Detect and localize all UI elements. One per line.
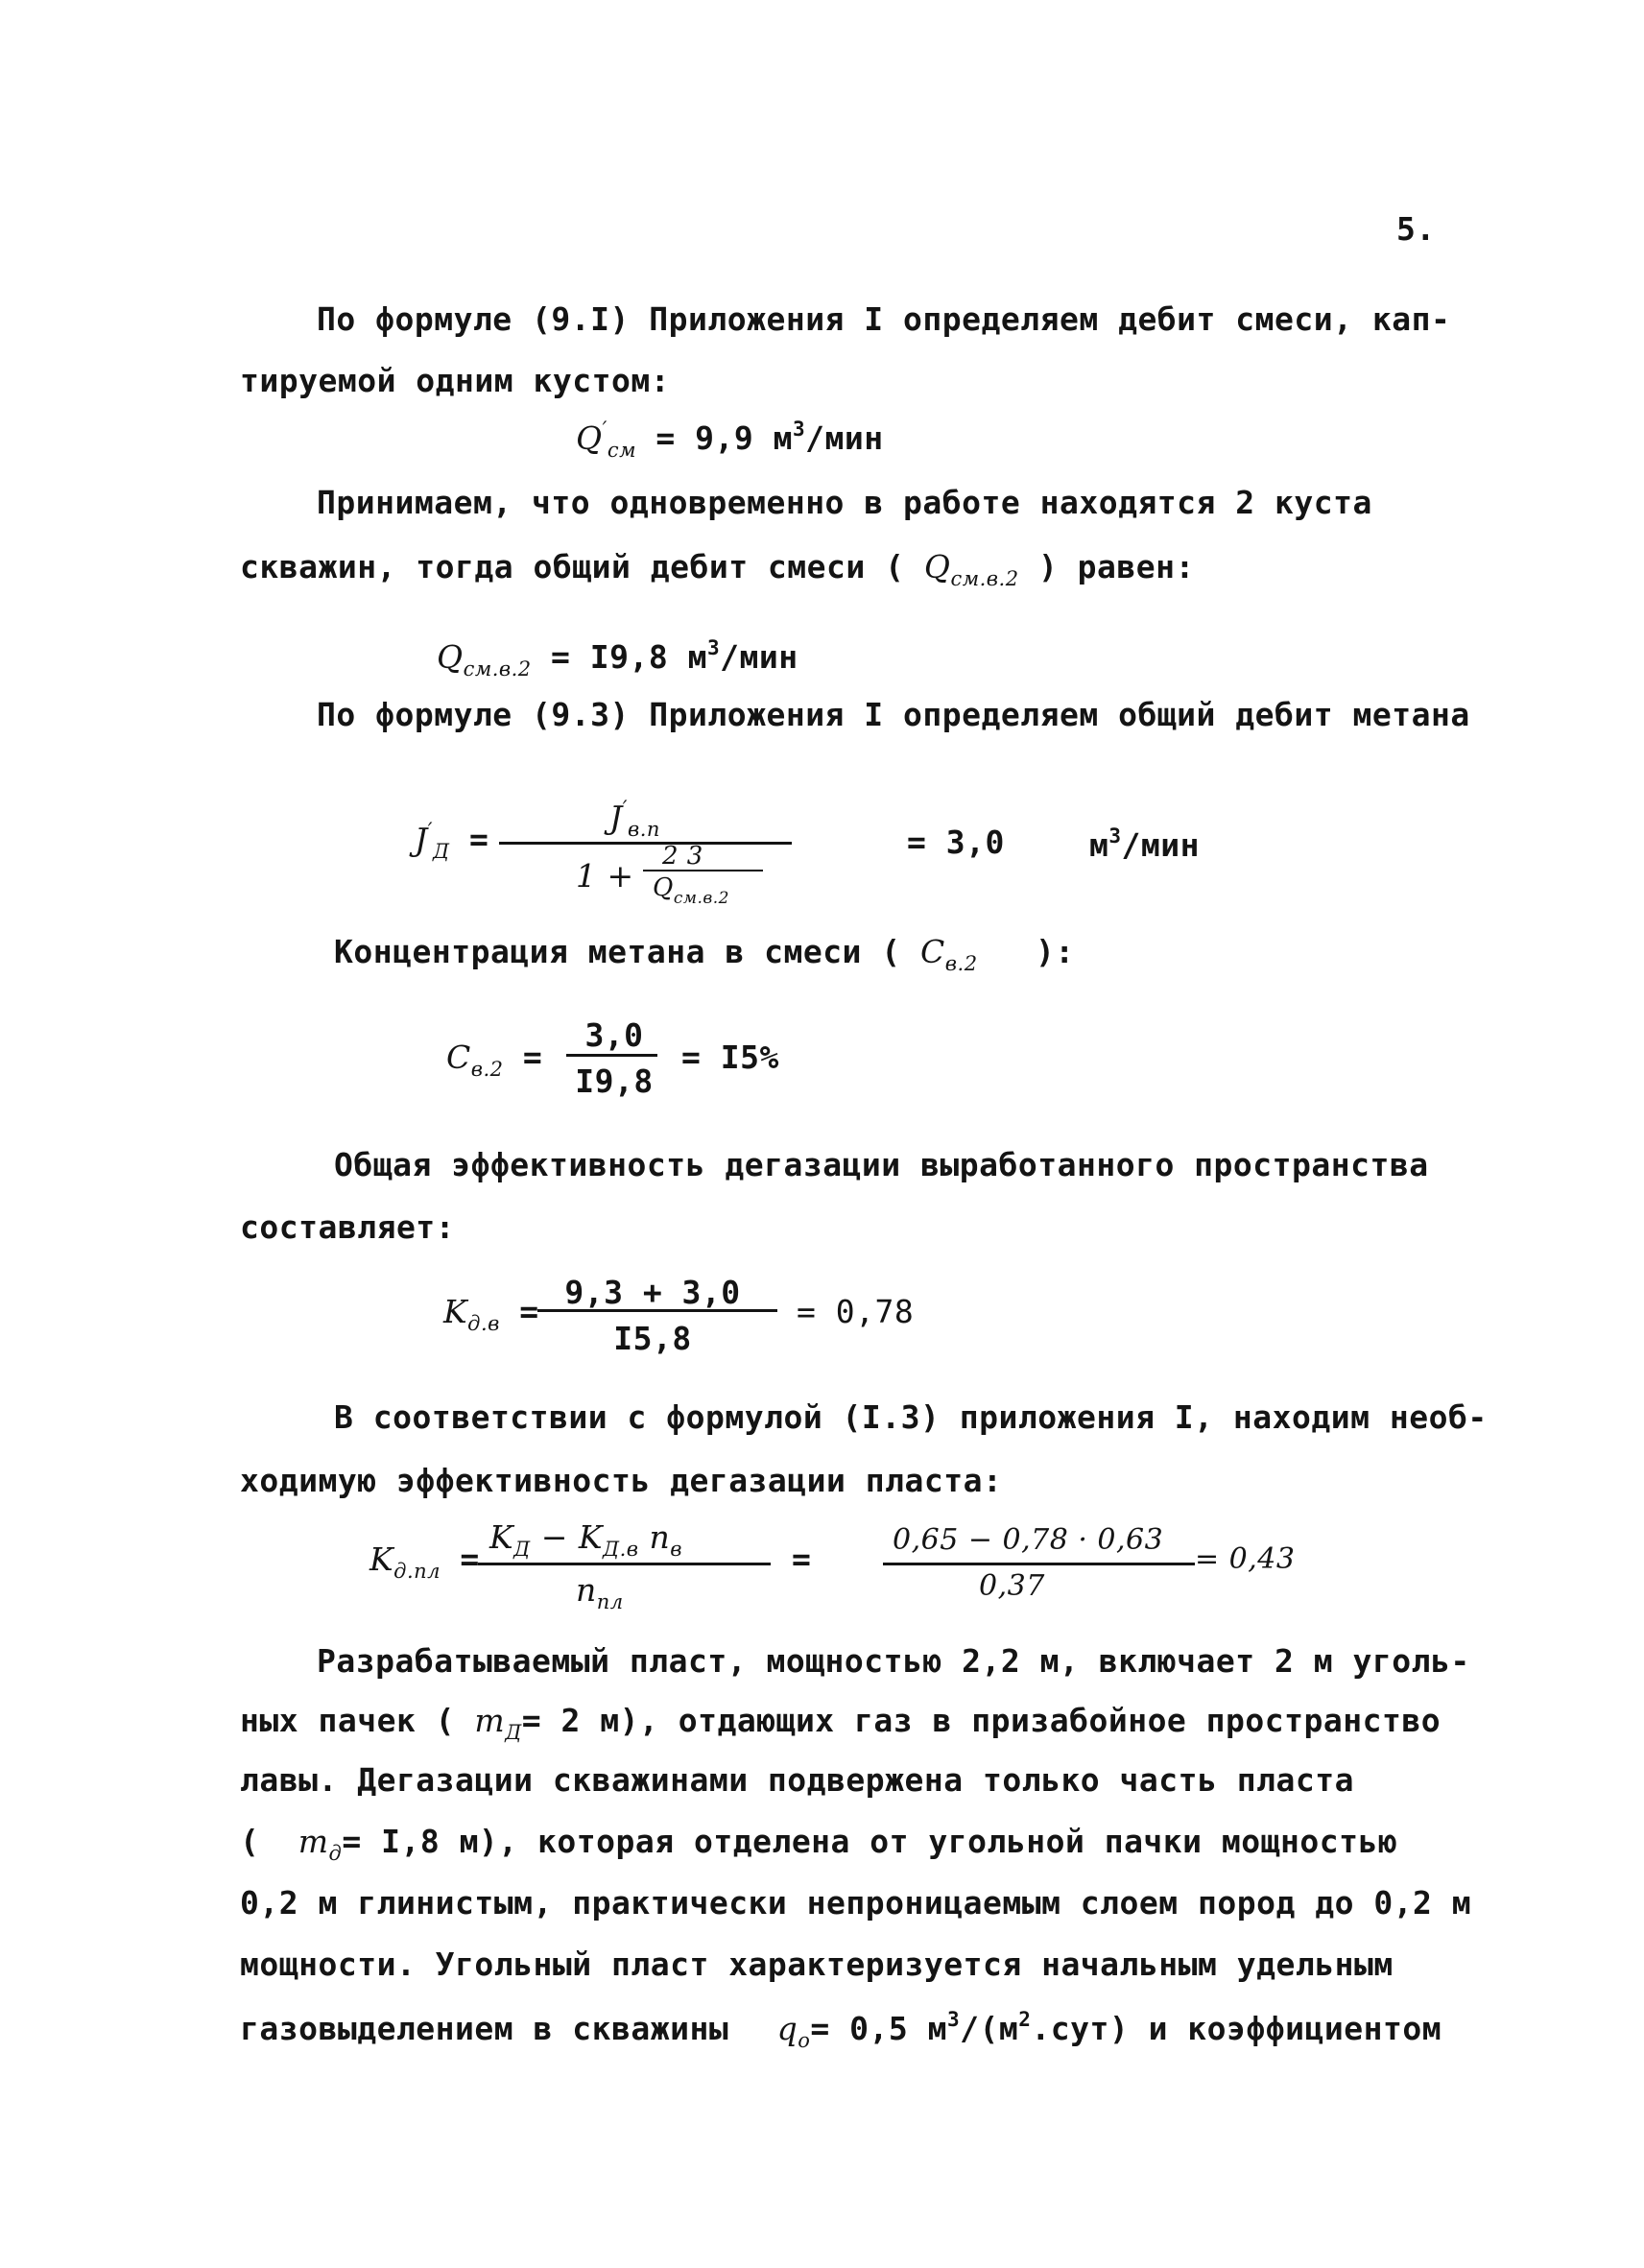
formula-sub: см.в.2 bbox=[673, 889, 729, 908]
text: газовыделением в скважины bbox=[240, 2010, 729, 2047]
paragraph-7-line-2 bbox=[240, 1702, 1441, 1744]
den-n: n bbox=[576, 1571, 597, 1609]
formula-jd-unit bbox=[1089, 824, 1201, 864]
formula-kdpl-lhs bbox=[369, 1540, 480, 1583]
paragraph-6-line-1: В соответствии с формулой (I.3) приложения I, находим необ- bbox=[334, 1398, 1488, 1436]
formula-kdv-numerator: 9,3 + 3,0 bbox=[564, 1274, 741, 1311]
paragraph-7-line-7 bbox=[240, 2010, 1441, 2051]
paragraph-1-line-2: тируемой одним кустом: bbox=[240, 362, 671, 399]
formula-jd-lhs bbox=[415, 821, 488, 862]
paragraph-2-line-1: Принимаем, что одновременно в работе находятся 2 куста bbox=[317, 484, 1372, 521]
formula-jd-den-one: 1 + bbox=[576, 857, 634, 895]
sup: 3 bbox=[946, 2008, 961, 2031]
paragraph-7-line-4 bbox=[240, 1823, 1398, 1865]
text: = 2 м), отдающих газ в призабойное пространство bbox=[521, 1702, 1441, 1739]
text: ных пачек ( bbox=[240, 1702, 456, 1739]
num-n-sub: в bbox=[670, 1538, 682, 1561]
formula-var: K bbox=[443, 1293, 468, 1330]
formula-sup: 3 bbox=[707, 636, 721, 659]
formula-kdv-denominator: I5,8 bbox=[613, 1320, 692, 1357]
fraction-bar-inner bbox=[643, 870, 763, 871]
formula-var: q bbox=[776, 2010, 798, 2047]
unit-m: м bbox=[1089, 826, 1109, 864]
num-k2-sub: Д.в bbox=[603, 1538, 639, 1561]
fraction-bar bbox=[478, 1563, 771, 1565]
formula-c-lhs bbox=[446, 1041, 542, 1080]
formula-eq: = 9,9 м bbox=[655, 419, 793, 457]
text: ) равен: bbox=[1037, 548, 1195, 585]
paragraph-7-line-6: мощности. Угольный пласт характеризуется начальным удельным bbox=[240, 1946, 1394, 1983]
formula-sub: в.п bbox=[628, 818, 660, 841]
text: = I,8 м), которая отделена от угольной пачки мощностью bbox=[342, 1823, 1398, 1860]
formula-sub: д.в bbox=[467, 1312, 500, 1335]
paragraph-7-line-5: 0,2 м глинистым, практически непроницаемым слоем пород до 0,2 м bbox=[240, 1884, 1472, 1922]
formula-var: Q bbox=[437, 638, 464, 676]
formula-var: K bbox=[369, 1540, 394, 1578]
formula-var: m bbox=[298, 1823, 329, 1860]
equals-sign: = bbox=[460, 1540, 480, 1578]
unit-rest: /мин bbox=[1121, 826, 1201, 864]
paragraph-4-line-1 bbox=[334, 933, 1075, 975]
formula-unit: /мин bbox=[720, 638, 798, 676]
formula-sub: в.2 bbox=[944, 952, 978, 975]
text: скважин, тогда общий дебит смеси ( bbox=[240, 548, 905, 585]
formula-var: J bbox=[609, 799, 623, 836]
formula-prime: ′ bbox=[622, 797, 629, 820]
formula-c-result: = I5% bbox=[681, 1039, 779, 1076]
formula-prime: ′ bbox=[602, 418, 608, 441]
paragraph-5-line-2: составляет: bbox=[240, 1208, 456, 1246]
equals-sign: = bbox=[468, 821, 489, 858]
formula-var: Q bbox=[576, 419, 603, 457]
formula-kdpl-numerator bbox=[489, 1518, 682, 1561]
fraction-bar bbox=[537, 1309, 777, 1312]
text: ): bbox=[1035, 933, 1075, 970]
formula-jd-numerator bbox=[609, 799, 660, 840]
formula-sub: в.2 bbox=[470, 1058, 504, 1081]
fraction-bar bbox=[499, 842, 792, 845]
fraction-bar bbox=[566, 1054, 657, 1057]
formula-q-total bbox=[437, 638, 798, 680]
paragraph-7-line-3: лавы. Дегазации скважинами подвержена только часть пласта bbox=[240, 1761, 1354, 1799]
formula-kdpl-result: = 0,43 bbox=[1195, 1542, 1296, 1576]
formula-sub: см bbox=[607, 439, 637, 462]
formula-var: C bbox=[920, 933, 945, 970]
page-number: 5. bbox=[1396, 210, 1436, 248]
formula-kdpl-denominator-values: 0,37 bbox=[979, 1569, 1045, 1603]
formula-kdpl-denominator bbox=[576, 1571, 624, 1613]
formula-eq: = I9,8 м bbox=[551, 638, 707, 676]
sup: 2 bbox=[1018, 2008, 1032, 2031]
formula-var: Q bbox=[923, 548, 951, 585]
formula-var: Q bbox=[653, 873, 674, 902]
formula-sub: д.пл bbox=[393, 1560, 441, 1583]
equals-sign: = bbox=[519, 1293, 539, 1330]
equals-sign-2: = bbox=[792, 1540, 812, 1578]
formula-sub: o bbox=[798, 2029, 811, 2052]
formula-kdv-result: = 0,78 bbox=[797, 1293, 915, 1330]
formula-sub: Д bbox=[433, 840, 450, 863]
paragraph-3-line-1: По формуле (9.3) Приложения I определяем общий дебит метана bbox=[317, 696, 1470, 733]
fraction-bar-2 bbox=[883, 1563, 1195, 1565]
num-k: K bbox=[489, 1518, 514, 1556]
text: Концентрация метана в смеси ( bbox=[334, 933, 901, 970]
formula-sub: см.в.2 bbox=[463, 657, 532, 680]
text: = 0,5 м bbox=[810, 2010, 947, 2047]
formula-unit: /мин bbox=[805, 419, 884, 457]
formula-prime: ′ bbox=[427, 819, 434, 842]
formula-sup: 3 bbox=[792, 418, 806, 441]
paragraph-6-line-2: ходимую эффективность дегазации пласта: bbox=[240, 1462, 1003, 1499]
num-n: n bbox=[638, 1518, 671, 1556]
formula-jd-den-frac-den bbox=[653, 875, 729, 907]
formula-var: m bbox=[474, 1702, 506, 1739]
formula-sub: Д bbox=[505, 1721, 522, 1744]
formula-jd-den-frac-num: 2 3 bbox=[662, 842, 703, 871]
formula-sub: д bbox=[328, 1842, 343, 1865]
unit-sup: 3 bbox=[1108, 824, 1122, 848]
paragraph-2-line-2 bbox=[240, 548, 1195, 590]
formula-kdpl-numerator-values: 0,65 − 0,78 · 0,63 bbox=[893, 1523, 1164, 1557]
paragraph-7-line-1: Разрабатываемый пласт, мощностью 2,2 м, включает 2 м уголь- bbox=[317, 1642, 1470, 1680]
formula-c-denominator: I9,8 bbox=[575, 1062, 654, 1100]
equals-sign: = bbox=[522, 1039, 543, 1076]
formula-q-prime bbox=[576, 419, 884, 461]
formula-c-numerator: 3,0 bbox=[584, 1016, 644, 1054]
formula-jd-result: = 3,0 bbox=[907, 824, 1005, 861]
den-n-sub: пл bbox=[596, 1590, 624, 1613]
paragraph-1-line-1: По формуле (9.I) Приложения I определяем дебит смеси, кап- bbox=[317, 300, 1451, 338]
formula-var: J bbox=[415, 821, 428, 858]
paragraph-5-line-1: Общая эффективность дегазации выработанного пространства bbox=[334, 1146, 1429, 1183]
text: .сут) и коэффициентом bbox=[1031, 2010, 1442, 2047]
formula-var: C bbox=[446, 1039, 471, 1076]
text: ( bbox=[240, 1823, 260, 1860]
text: /(м bbox=[960, 2010, 1019, 2047]
num-k-sub: Д bbox=[513, 1538, 531, 1561]
num-minus: − K bbox=[530, 1518, 604, 1556]
formula-sub: см.в.2 bbox=[950, 567, 1019, 590]
formula-kdv-lhs bbox=[443, 1293, 539, 1335]
